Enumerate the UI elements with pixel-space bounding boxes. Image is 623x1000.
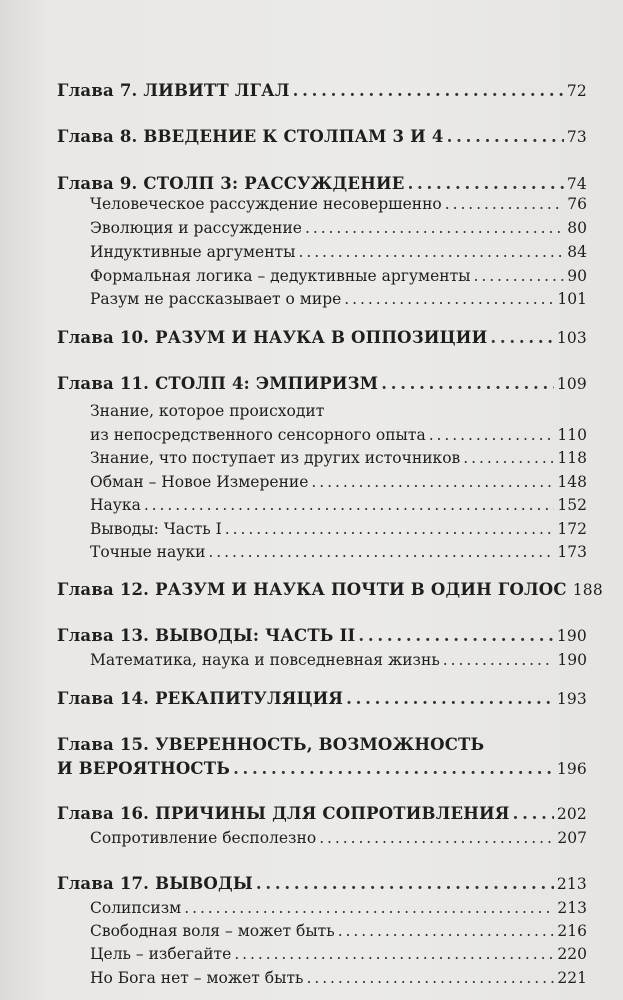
toc-dot-leader	[358, 624, 553, 648]
toc-dot-leader	[233, 757, 554, 781]
toc-entry-title: Математика, наука и повседневная жизнь	[90, 651, 440, 669]
toc-dot-leader	[184, 896, 554, 920]
toc-page-number: 90	[567, 267, 587, 285]
toc-dot-leader	[208, 540, 554, 564]
toc-page-number: 216	[557, 922, 587, 940]
toc-section-entry	[90, 216, 587, 240]
toc-page-number: 202	[556, 805, 587, 823]
toc-page-number: 148	[557, 473, 587, 491]
toc-dot-leader	[306, 966, 554, 990]
toc-entry-title: из непосредственного сенсорного опыта	[90, 426, 426, 444]
toc-dot-leader	[298, 240, 564, 264]
toc-dot-leader	[293, 79, 564, 103]
toc-page-number: 213	[557, 899, 587, 917]
toc-entry-title: Наука	[90, 496, 141, 514]
toc-entry-title: Глава 8. ВВЕДЕНИЕ К СТОЛПАМ 3 И 4	[57, 127, 444, 146]
toc-dot-leader	[311, 470, 554, 494]
toc-page-number: 101	[557, 290, 587, 308]
toc-entry-title: Глава 7. ЛИВИТТ ЛГАЛ	[57, 81, 290, 100]
toc-entry-title: Глава 16. ПРИЧИНЫ ДЛЯ СОПРОТИВЛЕНИЯ	[57, 804, 510, 823]
toc-entry-title: Глава 17. ВЫВОДЫ	[57, 874, 253, 893]
toc-page-number: 76	[567, 195, 587, 213]
toc-chapter-entry	[57, 687, 587, 711]
toc-dot-leader	[463, 446, 554, 470]
toc-page-number: 207	[557, 829, 587, 847]
toc-page-number: 109	[556, 375, 587, 393]
toc-dot-leader	[319, 826, 554, 850]
toc-entry-title: Глава 14. РЕКАПИТУЛЯЦИЯ	[57, 689, 344, 708]
toc-dot-leader	[447, 125, 564, 149]
toc-page-number: 221	[557, 969, 587, 987]
toc-dot-leader	[338, 919, 555, 943]
toc-chapter-entry	[57, 757, 587, 781]
toc-entry-title: Выводы: Часть I	[90, 520, 222, 538]
toc-dot-leader	[429, 423, 555, 447]
toc-chapter-entry	[57, 578, 603, 602]
toc-page-number: 74	[566, 175, 587, 193]
toc-entry-title: Солипсизм	[90, 899, 182, 917]
toc-entry-title: Знание, что поступает из других источников	[90, 449, 461, 467]
toc-dot-leader	[256, 872, 554, 896]
toc-dot-leader	[305, 216, 564, 240]
toc-page-number: 72	[566, 82, 587, 100]
toc-chapter-entry	[57, 624, 587, 648]
toc-entry-title: И ВЕРОЯТНОСТЬ	[57, 759, 231, 778]
toc-dot-leader	[490, 326, 553, 350]
toc-chapter-entry	[57, 125, 587, 149]
toc-section-entry	[90, 896, 587, 920]
toc-entry-title: Разум не рассказывает о мире	[90, 290, 342, 308]
toc-dot-leader	[234, 942, 554, 966]
toc-page-number: 213	[556, 875, 587, 893]
toc-dot-leader	[381, 372, 554, 396]
toc-section-entry	[90, 919, 587, 943]
toc-entry-title: Сопротивление бесполезно	[90, 829, 317, 847]
toc-chapter-entry	[57, 372, 587, 396]
toc-entry-title: Человеческое рассуждение несовершенно	[90, 195, 442, 213]
toc-section-entry	[90, 264, 587, 288]
toc-section-entry	[90, 423, 587, 447]
toc-entry-title: Индуктивные аргументы	[90, 243, 296, 261]
toc-section-entry	[90, 493, 587, 517]
toc-entry-title: Глава 10. РАЗУМ И НАУКА В ОППОЗИЦИИ	[57, 328, 488, 347]
toc-section-entry	[90, 942, 587, 966]
toc-dot-leader	[445, 192, 565, 216]
toc-section-entry	[90, 470, 587, 494]
toc-page-number: 188	[572, 581, 603, 599]
toc-entry-title: Глава 9. СТОЛП 3: РАССУЖДЕНИЕ	[57, 174, 405, 193]
toc-section-entry	[90, 240, 587, 264]
toc-entry-title: Обман – Новое Измерение	[90, 473, 309, 491]
toc-page-number: 152	[557, 496, 587, 514]
toc-page-number: 173	[557, 543, 587, 561]
toc-dot-leader	[473, 264, 564, 288]
toc-page-number: 80	[567, 219, 587, 237]
toc-page-number: 73	[566, 128, 587, 146]
toc-section-title-line: Знание, которое происходит	[90, 402, 325, 420]
toc-entry-title: Формальная логика – дедуктивные аргументы	[90, 267, 471, 285]
toc-page-number: 196	[556, 760, 587, 778]
toc-section-entry	[90, 192, 587, 216]
toc-section-entry	[90, 826, 587, 850]
toc-section-entry	[90, 540, 587, 564]
toc-page-number: 190	[557, 651, 587, 669]
toc-chapter-entry	[57, 79, 587, 103]
toc-section-entry	[90, 648, 587, 672]
toc-entry-title: Свободная воля – может быть	[90, 922, 335, 940]
toc-page-number: 193	[556, 690, 587, 708]
toc-entry-title: Точные науки	[90, 543, 206, 561]
toc-dot-leader	[144, 493, 555, 517]
toc-page-number: 103	[556, 329, 587, 347]
toc-chapter-entry	[57, 802, 587, 826]
toc-section-entry	[90, 966, 587, 990]
toc-dot-leader	[344, 287, 554, 311]
toc-entry-title: Глава 11. СТОЛП 4: ЭМПИРИЗМ	[57, 374, 379, 393]
toc-page-number: 172	[557, 520, 587, 538]
toc-page-number: 118	[557, 449, 587, 467]
toc-entry-title: Глава 12. РАЗУМ И НАУКА ПОЧТИ В ОДИН ГОЛОС	[57, 580, 567, 599]
toc-dot-leader	[346, 687, 554, 711]
toc-page-number: 190	[556, 627, 587, 645]
toc-section-entry	[90, 446, 587, 470]
toc-chapter-entry	[57, 326, 587, 350]
toc-section-entry	[90, 287, 587, 311]
toc-entry-title: Эволюция и рассуждение	[90, 219, 302, 237]
toc-page-number: 220	[557, 945, 587, 963]
toc-entry-title: Глава 13. ВЫВОДЫ: ЧАСТЬ II	[57, 626, 356, 645]
toc-chapter-title-line: Глава 15. УВЕРЕННОСТЬ, ВОЗМОЖНОСТЬ	[57, 735, 485, 754]
toc-entry-title: Но Бога нет – может быть	[90, 969, 304, 987]
toc-chapter-entry	[57, 872, 587, 896]
toc-dot-leader	[443, 648, 555, 672]
toc-page-number: 84	[567, 243, 587, 261]
toc-entry-title: Цель – избегайте	[90, 945, 232, 963]
toc-dot-leader	[225, 517, 555, 541]
toc-page-number: 110	[557, 426, 587, 444]
toc-dot-leader	[513, 802, 554, 826]
toc-section-entry	[90, 517, 587, 541]
